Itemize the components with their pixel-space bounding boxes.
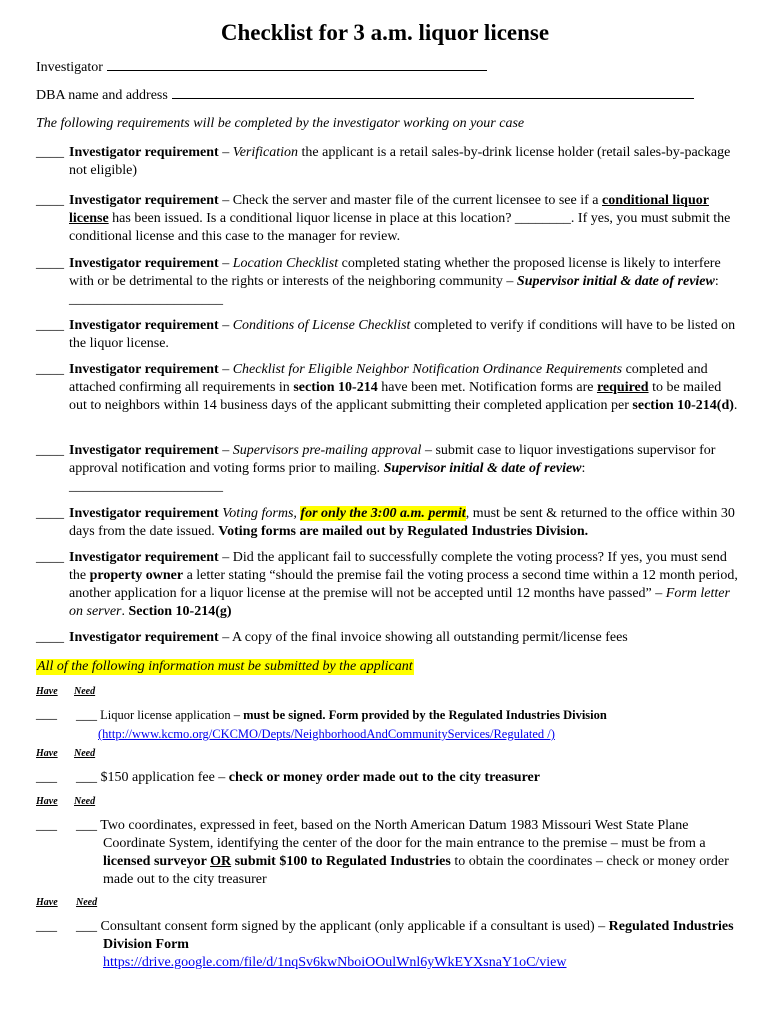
req-text: Voting forms, — [218, 506, 301, 521]
req-text: section 10-214(d) — [632, 398, 734, 413]
have-checkbox[interactable]: ___ — [36, 818, 57, 833]
highlighted-text: for only the 3:00 a.m. permit — [300, 506, 466, 521]
item-text: OR — [210, 854, 232, 869]
req-text: – — [218, 443, 233, 458]
requirement-4 — [36, 317, 738, 353]
requirement-7 — [36, 505, 738, 541]
req-text: : — [581, 461, 586, 476]
applicant-item-1 — [36, 706, 738, 743]
item-text: Regulated Industries Division Form — [103, 919, 734, 952]
req-text: Supervisor initial & date of review — [383, 461, 582, 476]
req-label: Investigator requirement — [69, 443, 219, 458]
req-text: – — [218, 318, 233, 333]
item-text: to obtain the coordinates – check or money order made out to the city treasurer — [103, 854, 729, 887]
req-label: Investigator requirement — [69, 362, 219, 377]
investigator-input[interactable] — [107, 58, 487, 71]
applicant-heading: All of the following information must be submitted by the applicant — [37, 659, 413, 674]
req-text: Supervisor initial & date of review — [516, 274, 715, 289]
item-text: licensed surveyor — [103, 854, 211, 869]
req-text: – — [218, 145, 233, 160]
requirement-checkbox[interactable]: ____ — [36, 256, 64, 271]
have-label: Have — [36, 686, 58, 697]
req-text: . — [121, 604, 129, 619]
req-text: conditional liquor license — [69, 193, 709, 226]
req-text: – submit case to liquor investigations supervisor for approval notification and voting forms prior to mailing. — [69, 443, 716, 476]
page-title: Checklist for 3 a.m. liquor license — [220, 20, 550, 45]
need-label: Need — [74, 686, 96, 697]
requirement-9 — [36, 629, 738, 647]
requirement-1 — [36, 144, 738, 180]
item-text: must be signed. Form provided by the Regulated Industries Division — [243, 708, 607, 722]
applicant-item-2 — [36, 769, 738, 787]
need-label: Need — [74, 748, 96, 759]
req-text: , must be sent & returned to the office within 30 days from the date issued. — [69, 506, 735, 539]
regulated-industries-link[interactable]: (http://www.kcmo.org/CKCMO/Depts/NeighborhoodAndCommunityServices/Regulated /) — [98, 727, 555, 741]
supervisor-signature-line[interactable]: ______________________ — [69, 479, 223, 494]
req-label: Investigator requirement — [69, 145, 219, 160]
need-checkbox[interactable]: ___ — [76, 818, 97, 833]
req-text: – Check the server and master file of the current licensee to see if a — [218, 193, 602, 208]
req-label: Investigator requirement — [69, 318, 219, 333]
consultant-form-link[interactable]: https://drive.google.com/file/d/1nqSv6kwNboiOOulWnl6yWkEYXsnaY1oC/view — [103, 955, 567, 970]
requirement-checkbox[interactable]: ____ — [36, 362, 64, 377]
req-text: Section 10-214(g) — [128, 604, 232, 619]
need-label: Need — [76, 897, 98, 908]
req-label: Investigator requirement — [69, 550, 219, 565]
req-text: – Did the applicant fail to successfully complete the voting process? If yes, you must send the — [69, 550, 727, 583]
investigator-field — [36, 58, 487, 76]
req-text: Voting forms are mailed out by Regulated Industries Division. — [218, 524, 589, 539]
req-text: the applicant is a retail sales-by-drink license holder (retail sales-by-package not eligible) — [69, 145, 731, 178]
have-label: Have — [36, 897, 58, 908]
req-text: has been issued. Is a conditional liquor license in place at this location? ________. If yes, you must submit the conditional license and this case to the manager for review. — [69, 211, 731, 244]
dba-label: DBA name and address — [36, 88, 168, 103]
req-text: . — [733, 398, 738, 413]
req-text: completed stating whether the proposed license is likely to interfere with or be detrimental to the rights or interests of the neighboring community – — [69, 256, 721, 289]
need-checkbox[interactable]: ___ — [76, 919, 97, 934]
requirement-checkbox[interactable]: ____ — [36, 506, 64, 521]
req-text: a letter stating “should the premise fail the voting process a second time within a 12 month period, another application for a liquor license at the premise will not be accepted until 12 months have passed” – — [69, 568, 738, 601]
req-text: Location Checklist — [232, 256, 339, 271]
req-text: Verification — [232, 145, 299, 160]
req-label: Investigator requirement — [69, 506, 219, 521]
req-label: Investigator requirement — [69, 193, 219, 208]
item-text: submit $100 to Regulated Industries — [231, 854, 451, 869]
req-text: Form letter on server — [69, 586, 730, 619]
req-text: – — [218, 256, 233, 271]
intro-text: The following requirements will be completed by the investigator working on your case — [36, 116, 525, 131]
requirement-checkbox[interactable]: ____ — [36, 318, 64, 333]
requirement-checkbox[interactable]: ____ — [36, 443, 64, 458]
applicant-item-4 — [36, 918, 738, 972]
need-label: Need — [74, 796, 96, 807]
requirement-checkbox[interactable]: ____ — [36, 193, 64, 208]
requirement-checkbox[interactable]: ____ — [36, 630, 64, 645]
req-text: property owner — [89, 568, 184, 583]
req-text: completed and attached confirming all requirements in — [69, 362, 708, 395]
req-text: to be mailed out to neighbors within 14 business days of the applicant submitting their completed application per — [69, 380, 722, 413]
have-checkbox[interactable]: ___ — [36, 770, 57, 785]
applicant-item-3 — [36, 817, 738, 889]
dba-input[interactable] — [172, 86, 694, 99]
have-checkbox[interactable]: ___ — [36, 707, 57, 722]
requirement-5 — [36, 361, 738, 415]
requirement-checkbox[interactable]: ____ — [36, 550, 64, 565]
req-text: – — [218, 362, 233, 377]
requirement-8 — [36, 549, 738, 621]
req-text: Conditions of License Checklist — [232, 318, 411, 333]
req-label: Investigator requirement — [69, 630, 219, 645]
requirement-2 — [36, 192, 738, 246]
item-text: Liquor license application – — [97, 708, 244, 722]
requirement-6 — [36, 442, 738, 496]
item-text: check or money order made out to the city treasurer — [228, 770, 540, 785]
item-text: $150 application fee – — [97, 770, 229, 785]
have-label: Have — [36, 796, 58, 807]
req-text: : ______________________ — [69, 274, 719, 307]
investigator-label: Investigator — [36, 60, 103, 75]
req-text: section 10-214 — [293, 380, 378, 395]
req-text: completed to verify if conditions will have to be listed on the liquor license. — [69, 318, 736, 351]
item-text: Two coordinates, expressed in feet, based on the North American Datum 1983 Missouri West State Plane Coordinate System, identifying the center of the door for the main entrance to the premise – must be from a — [97, 818, 706, 851]
requirement-checkbox[interactable]: ____ — [36, 145, 64, 160]
requirement-3 — [36, 255, 738, 309]
req-text: – A copy of the final invoice showing all outstanding permit/license fees — [218, 630, 628, 645]
have-label: Have — [36, 748, 58, 759]
req-text: have been met. Notification forms are — [377, 380, 597, 395]
req-label: Investigator requirement — [69, 256, 219, 271]
req-text: Supervisors pre-mailing approval — [232, 443, 422, 458]
need-checkbox[interactable]: ___ — [76, 770, 97, 785]
dba-field — [36, 86, 694, 104]
req-text: required — [596, 380, 649, 395]
item-text: Consultant consent form signed by the applicant (only applicable if a consultant is used) – — [97, 919, 609, 934]
req-text: Checklist for Eligible Neighbor Notification Ordinance Requirements — [232, 362, 623, 377]
need-checkbox[interactable]: ___ — [76, 708, 97, 723]
have-checkbox[interactable]: ___ — [36, 919, 57, 934]
